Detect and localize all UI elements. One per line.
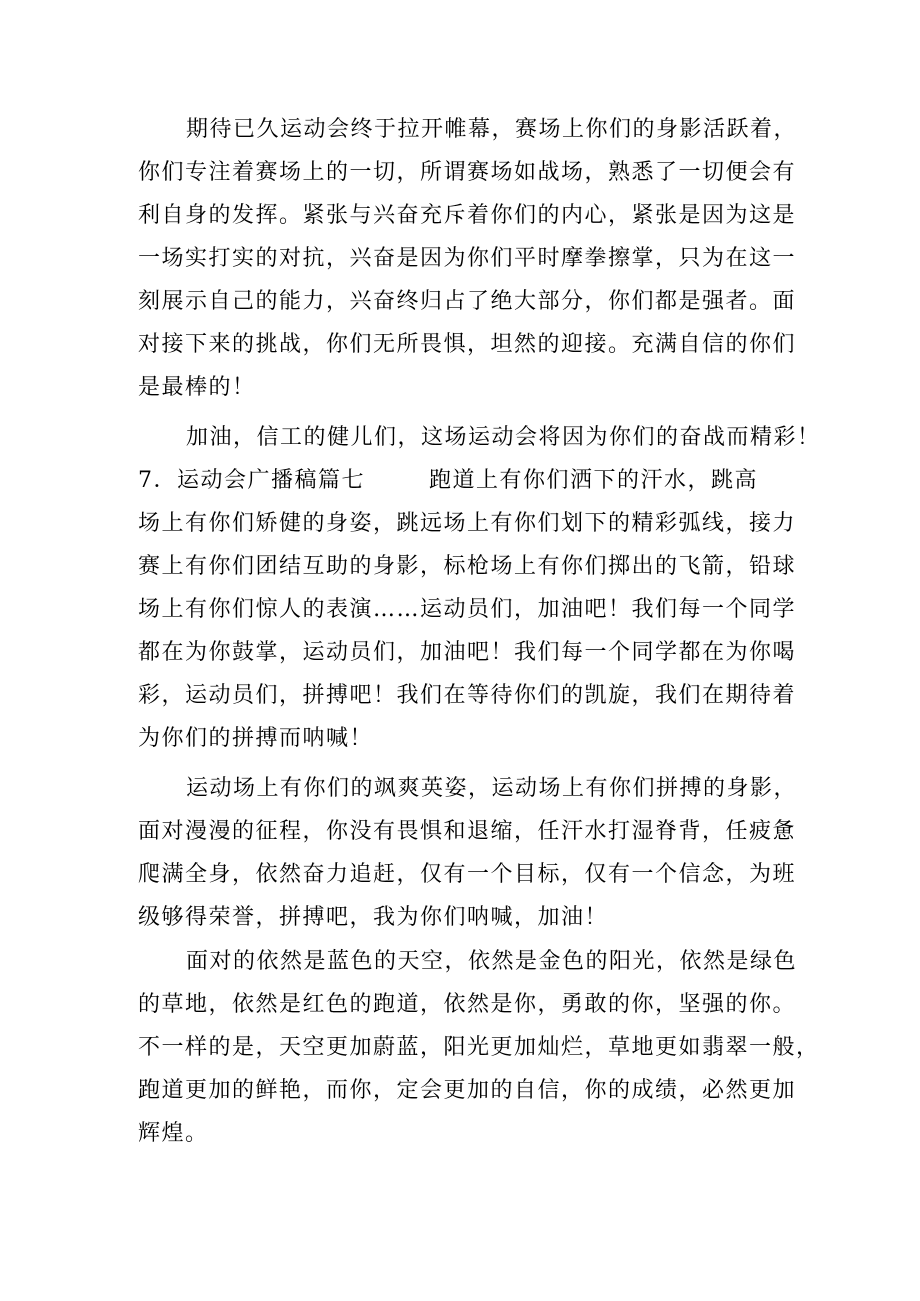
paragraph-4-line-2: 面对漫漫的征程，你没有畏惧和退缩，任汗水打湿脊背，任疲惫 bbox=[138, 819, 797, 844]
section-heading-line bbox=[138, 466, 788, 496]
paragraph-3-line-5: 彩，运动员们，拼搏吧！我们在等待你们的凯旋，我们在期待着 bbox=[138, 683, 797, 708]
paragraph-5-line-1: 面对的依然是蓝色的天空，依然是金色的阳光，依然是绿色 bbox=[186, 949, 798, 974]
paragraph-3-line-1: 场上有你们矫健的身姿，跳远场上有你们划下的精彩弧线，接力 bbox=[138, 511, 797, 536]
paragraph-5-line-2: 的草地，依然是红色的跑道，依然是你，勇敢的你，坚强的你。 bbox=[138, 992, 797, 1017]
paragraph-3-line-6: 为你们的拼搏而呐喊！ bbox=[138, 726, 374, 751]
section-first-line-text: 跑道上有你们洒下的汗水，跳高 bbox=[429, 468, 759, 493]
paragraph-4-line-1: 运动场上有你们的飒爽英姿，运动场上有你们拼搏的身影， bbox=[186, 776, 798, 801]
paragraph-4-line-4: 级够得荣誉，拼搏吧，我为你们呐喊，加油！ bbox=[138, 905, 609, 930]
paragraph-4-line-3: 爬满全身，依然奋力追赶，仅有一个目标，仅有一个信念，为班 bbox=[138, 862, 797, 887]
paragraph-5-line-4: 跑道更加的鲜艳，而你，定会更加的自信，你的成绩，必然更加 bbox=[138, 1078, 797, 1103]
paragraph-1-line-4: 一场实打实的对抗，兴奋是因为你们平时摩拳擦掌，只为在这一 bbox=[138, 246, 797, 271]
paragraph-3-line-2: 赛上有你们团结互助的身影，标枪场上有你们掷出的飞箭，铅球 bbox=[138, 554, 797, 579]
paragraph-1-line-5: 刻展示自己的能力，兴奋终归占了绝大部分，你们都是强者。面 bbox=[138, 289, 797, 314]
paragraph-5-line-3: 不一样的是，天空更加蔚蓝，阳光更加灿烂，草地更如翡翠一般， bbox=[138, 1035, 820, 1060]
paragraph-1-line-3: 利自身的发挥。紧张与兴奋充斥着你们的内心，紧张是因为这是 bbox=[138, 203, 797, 228]
paragraph-3-line-3: 场上有你们惊人的表演……运动员们，加油吧！我们每一个同学 bbox=[138, 597, 797, 622]
paragraph-1-line-2: 你们专注着赛场上的一切，所谓赛场如战场，熟悉了一切便会有 bbox=[138, 160, 797, 185]
paragraph-3-line-4: 都在为你鼓掌，运动员们，加油吧！我们每一个同学都在为你喝 bbox=[138, 640, 797, 665]
paragraph-1-line-7: 是最棒的！ bbox=[138, 375, 256, 400]
paragraph-5-line-5: 辉煌。 bbox=[138, 1121, 209, 1146]
paragraph-1-line-1: 期待已久运动会终于拉开帷幕，赛场上你们的身影活跃着， bbox=[186, 117, 798, 142]
paragraph-2-line-1: 加油，信工的健儿们，这场运动会将因为你们的奋战而精彩！ bbox=[186, 425, 821, 450]
paragraph-1-line-6: 对接下来的挑战，你们无所畏惧，坦然的迎接。充满自信的你们 bbox=[138, 332, 797, 357]
section-heading: 7．运动会广播稿篇七 bbox=[138, 468, 365, 493]
